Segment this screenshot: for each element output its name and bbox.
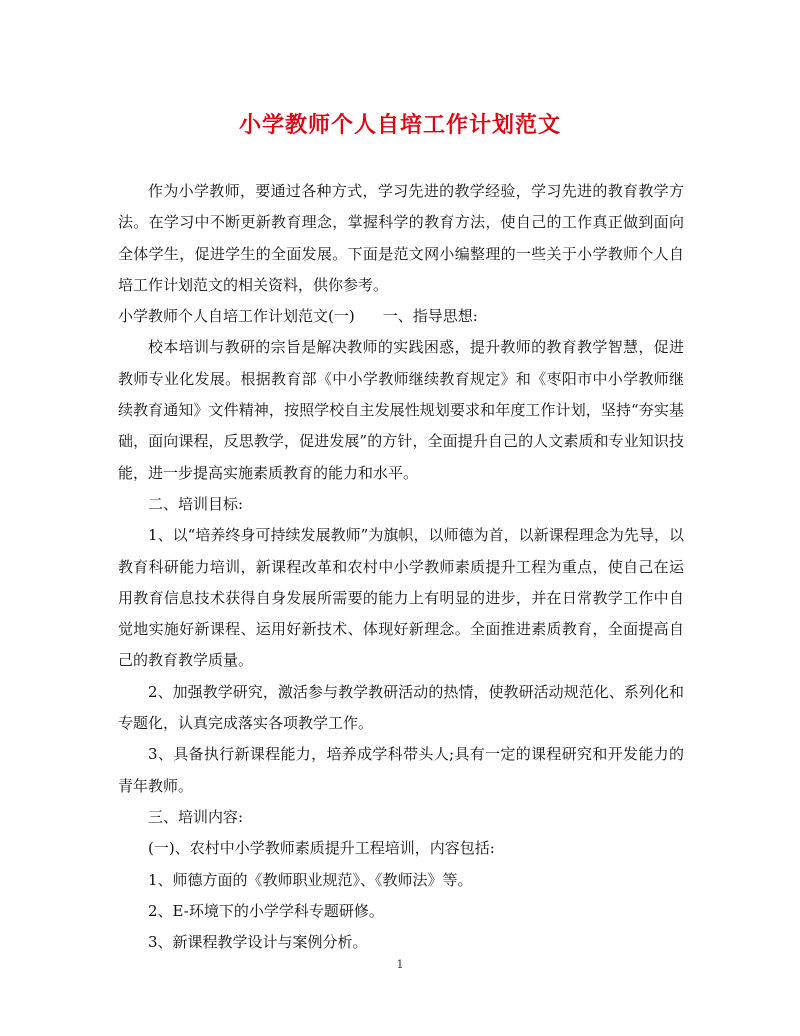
page-number: 1 — [396, 958, 404, 971]
goal-item-1: 1、以“培养终身可持续发展教师”为旗帜，以师德为首，以新课程理念为先导，以教育科研能力培训，新课程改革和农村中小学教师素质提升工程为重点，使自己在运用教育信息技术获得自身发展所需要的能力上有明显的进步，并在日常教学工作中自觉地实施好新课程、运用好新技术、体现好新理念。全面推进素质教育，全面提高自己的教育教学质量。 — [118, 526, 684, 670]
section-label: 小学教师个人自培工作计划范文(一) — [118, 307, 355, 326]
content-item-1: 1、师德方面的《教师职业规范》、《教师法》等。 — [148, 870, 473, 889]
content-subheading: (一)、农村中小学教师素质提升工程培训，内容包括: — [148, 839, 495, 858]
document-body — [118, 176, 684, 958]
content-item-2: 2、E-环境下的小学学科专题研修。 — [148, 901, 384, 920]
goal-item-3: 3、具备执行新课程能力，培养成学科带头人;具有一定的课程研究和开发能力的青年教师。 — [118, 745, 684, 795]
document-title: 小学教师个人自培工作计划范文 — [238, 112, 561, 138]
heading-training-goals: 二、培训目标: — [148, 494, 244, 513]
content-item-3: 3、新课程教学设计与案例分析。 — [148, 933, 368, 952]
heading-training-content: 三、培训内容: — [148, 807, 244, 826]
intro-paragraph: 作为小学教师，要通过各种方式，学习先进的教学经验，学习先进的教育教学方法。在学习中不断更新教育理念，掌握科学的教育方法，使自己的工作真正做到面向全体学生，促进学生的全面发展。下面是范文网小编整理的一些关于小学教师个人自培工作计划范文的相关资料，供你参考。 — [118, 182, 684, 294]
section-line — [118, 301, 684, 332]
heading-guiding-thought: 一、指导思想: — [382, 307, 478, 326]
guiding-thought-paragraph: 校本培训与教研的宗旨是解决教师的实践困惑，提升教师的教育教学智慧，促进教师专业化发展。根据教育部《中小学教师继续教育规定》和《枣阳市中小学教师继续教育通知》文件精神，按照学校自主发展性规划要求和年度工作计划，坚持“夯实基础，面向课程，反思教学，促进发展”的方针，全面提升自己的人文素质和专业知识技能，进一步提高实施素质教育的能力和水平。 — [118, 338, 684, 482]
goal-item-2: 2、加强教学研究，激活参与教学教研活动的热情，使教研活动规范化、系列化和专题化，认真完成落实各项教学工作。 — [118, 682, 684, 733]
